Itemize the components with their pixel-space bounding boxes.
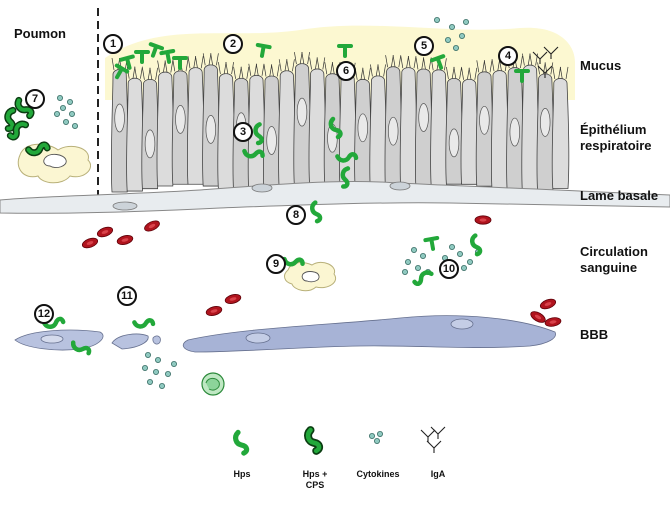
legend-iga-label: IgA (430, 469, 446, 479)
legend-hps-cps-label-1: Hps + (302, 469, 328, 479)
cell-nucleus (358, 114, 368, 142)
green-immune-cell (202, 373, 224, 395)
basal-lamina (0, 181, 670, 213)
marker-3: 3 (233, 122, 253, 142)
epithelial-cell (370, 76, 387, 191)
legend-cytokines-label: Cytokines (356, 469, 400, 479)
epithelial-cell (491, 71, 508, 189)
cell-nucleus (419, 103, 429, 131)
marker-2: 2 (223, 34, 243, 54)
cell-nucleus (510, 118, 520, 146)
lung-label: Poumon (14, 26, 66, 41)
legend-hps-label: Hps (233, 469, 251, 479)
epithelial-cell (552, 78, 569, 188)
epithelial-cell (157, 72, 174, 186)
epithelial-cell (522, 65, 539, 192)
epithelium-label-2: respiratoire (580, 138, 652, 153)
epithelial-cell (218, 74, 235, 189)
cell-nucleus (176, 105, 186, 133)
cell-nucleus (267, 126, 277, 154)
epithelial-cell (279, 71, 296, 189)
epithelial-cell (431, 70, 448, 186)
circulation-label-2: sanguine (580, 260, 638, 275)
cell-nucleus (388, 117, 398, 145)
epithelial-cell (309, 69, 326, 184)
cell-nucleus (115, 104, 125, 132)
cell-nucleus (540, 108, 550, 136)
epithelial-cell (127, 78, 144, 191)
legend-hps-cps-label-2: CPS (305, 480, 325, 490)
marker-10: 10 (439, 259, 459, 279)
marker-4: 4 (498, 46, 518, 66)
marker-1: 1 (103, 34, 123, 54)
bbb-endothelium-right (183, 316, 555, 352)
epithelial-cell (187, 68, 204, 185)
marker-12: 12 (34, 304, 54, 324)
cell-nucleus (480, 106, 490, 134)
cell-nucleus (145, 130, 155, 158)
marker-11: 11 (117, 286, 137, 306)
marker-5: 5 (414, 36, 434, 56)
marker-9: 9 (266, 254, 286, 274)
marker-7: 7 (25, 89, 45, 109)
cell-nucleus (449, 129, 459, 157)
basal-lamina-label: Lame basale (580, 188, 659, 203)
epithelial-cell (400, 68, 417, 191)
mucus-label: Mucus (580, 58, 622, 73)
cell-nucleus (206, 115, 216, 143)
marker-6: 6 (336, 61, 356, 81)
cell-nucleus (297, 98, 307, 126)
circulation-label-1: Circulation (580, 244, 648, 259)
marker-8: 8 (286, 205, 306, 225)
bbb-endothelium-mid (112, 334, 148, 349)
epithelial-cell (461, 79, 478, 184)
legend-symbols (236, 427, 445, 453)
epithelium-label-1: Épithélium (580, 122, 647, 137)
bbb-label: BBB (580, 327, 609, 342)
